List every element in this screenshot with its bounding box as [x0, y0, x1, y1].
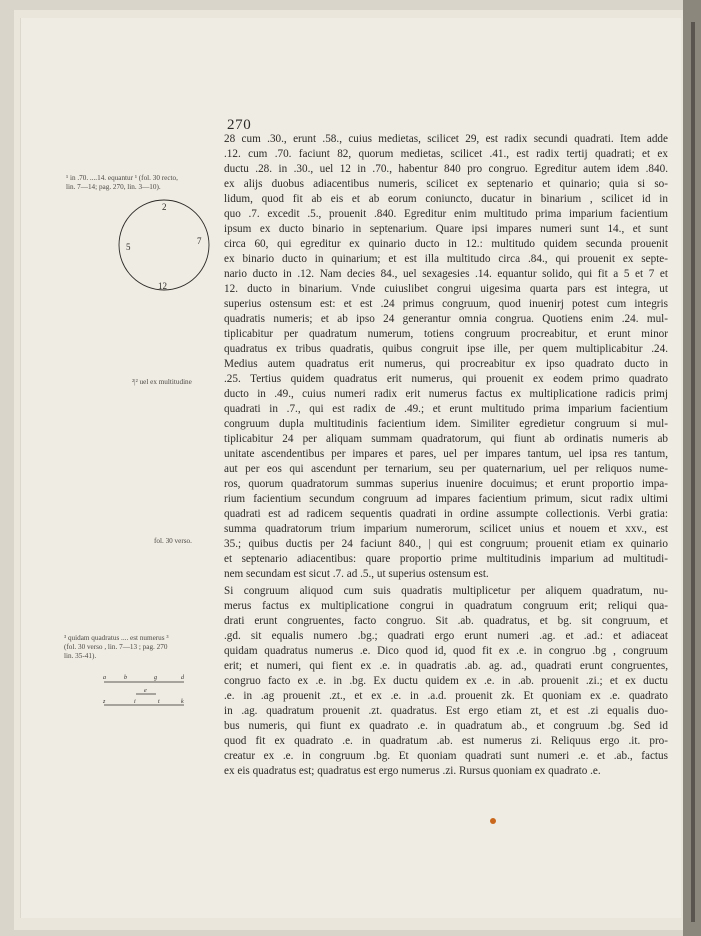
- text-line: 12. ducto in binarium. Vnde cuiuslibet congrui uigesima quarta pars est integra, ut: [224, 283, 668, 295]
- text-line: quadratus ex tribus quadratis, quibus congruit ipse ille, per quem multiplicabitur .24.: [224, 343, 668, 355]
- segment-label-i: i: [134, 699, 136, 705]
- text-line: 35.; quibus ductis per 24 faciunt 840., | qui est congruum; prouenit etiam ex quinario: [224, 538, 668, 550]
- margin-note-line: lin. 35-41).: [64, 652, 97, 660]
- text-line: .e. in .ag prouenit .zt., et ex .e. in .a.d. prouenit zk. Et quoniam ex .e. quadrato: [224, 690, 668, 702]
- page-number: 270: [227, 117, 252, 133]
- text-line: rium facientium secundum congruum ad impares facientium primum, sicut radix ultimi: [224, 493, 668, 505]
- text-line: .12. cum .70. faciunt 82, quorum medietas, scilicet .41., est radix tertij quadrati; et ex: [224, 148, 668, 160]
- text-line: .25. Tertius quidem quadratus erit numerus, qui prouenit ex eodem primo quadrato: [224, 373, 668, 385]
- text-line: Si congruum aliquod cum suis quadratis multiplicetur per aliquem quadratum, nu-: [224, 585, 668, 597]
- text-line: nario ducto in .12. Nam decies 84., uel sexagesies .14. equantur solido, qui fit a 5 et 7 et: [224, 268, 668, 280]
- text-line: ex binario ducto in quinarium; et est illa multitudo circa .84., qui prouenit ex septe-: [224, 253, 668, 265]
- text-line: ductu .28. in .30., uel 12 in .70., habentur 840 pro congruo. Egreditur autem idem .840.: [224, 163, 668, 175]
- text-line: superius ostensum est: et est .24 primus congruum, quod inuenirj potest cum integris: [224, 298, 668, 310]
- segment-label-e: e: [144, 688, 147, 694]
- text-line: quo .7. excedit .5., prouenit .840. Egreditur enim multitudo prima imparium facientium: [224, 208, 668, 220]
- text-line: aut per eos qui ascendunt per ternarium, seu per quaternarium, uel per reliquos nume-: [224, 463, 668, 475]
- margin-note-4: [64, 634, 169, 661]
- text-line: tiplicabitur 24 per aliquam summam quadratorum, qui fiunt ab ordinatis numeris ab: [224, 433, 668, 445]
- text-line: .gd. sit equalis numero .bg.; quadrati ergo erunt numeri .ag. et .ad.: et adiaceat: [224, 630, 668, 642]
- text-line: quadrati in .7., qui est radix de .49.; et erunt multitudo prima imparium facientium: [224, 403, 668, 415]
- margin-note-line: ²|² uel ex multitudine: [132, 378, 192, 386]
- text-line: ex alijs duobus adiacentibus numeris, scilicet ex septenario et quinario; quia si so-: [224, 178, 668, 190]
- margin-note-3: [154, 537, 192, 546]
- circle-label-left: 5: [126, 242, 131, 252]
- circle-label-top: 2: [162, 202, 167, 212]
- margin-note-line: ³ quidam quadratus .... est numerus ³: [64, 634, 169, 642]
- circle-label-right: 7: [197, 236, 202, 246]
- text-line: creatur ex .e. in congruum .bg. Et quoniam quadrati sunt numeri .e. et .ab., factus: [224, 750, 668, 762]
- segment-label-g: g: [154, 675, 157, 681]
- text-line: Medius autem quadratus erit numerus, qui procreabitur ex ipso quadrato ducto in: [224, 358, 668, 370]
- text-line: quadratis numeris; et ab ipso 24 generantur omnia congrua. Quotiens enim .24. mul-: [224, 313, 668, 325]
- text-line: unitate ascendentibus per impares et pares, uel per impares tantum, uel ipsa res tantum,: [224, 448, 668, 460]
- segment-label-b: b: [124, 675, 127, 681]
- line-segments-figure: [102, 674, 188, 710]
- text-line: ducto in .49., cuius numeri radix erit numerus factus ex multiplicatione radicis primj: [224, 388, 668, 400]
- segment-label-d: d: [181, 675, 184, 681]
- margin-note-line: fol. 30 verso.: [154, 537, 192, 545]
- segment-label-a: a: [103, 675, 106, 681]
- text-line: quadrati est ad radicem sequentis quadrati in ordine assumpte collectionis. Verbi gratia:: [224, 508, 668, 520]
- margin-note-1: [66, 174, 178, 192]
- text-line: nem secundam est sicut .7. ad .5., ut superius ostensum est.: [224, 568, 489, 580]
- text-line: merus factus ex multiplicatione congrui in quadratum congruum erit; reliqui qua-: [224, 600, 668, 612]
- segment-label-z: z: [103, 699, 106, 705]
- text-line: 28 cum .30., erunt .58., cuius medietas, scilicet 29, est radix secundi quadrati. Item adde: [224, 133, 668, 145]
- text-line: circa 60, qui egreditur ex quinario ducto in 12.: multitudo quidem secunda prouenit: [224, 238, 668, 250]
- text-line: congruum dupla multitudinis facientium idem. Similiter egredietur congruum si mul-: [224, 418, 668, 430]
- segment-label-t: t: [158, 699, 160, 705]
- text-line: ex eis quadratus est; quadratus est ergo numerus .zi. Rursus quoniam ex quadrato .e.: [224, 765, 601, 777]
- text-line: summa quadratorum trium imparium numerorum, scilicet unius et nouem et xxv., est: [224, 523, 668, 535]
- text-line: tiplicabitur per quadratum numerum, totiens congruum procreabitur, et erunt minor: [224, 328, 668, 340]
- text-line: drati erunt congruentes, facto congruo. Sit .ab. quadratus, et bg. sit congruum, et: [224, 615, 668, 627]
- ink-spot: [490, 818, 496, 824]
- text-line: in .ag. quadratum prouenit .zt. quadratus. Est ergo etiam zt, et est .zi equalis duo-: [224, 705, 668, 717]
- margin-note-line: (fol. 30 verso , lin. 7—13 ; pag. 270: [64, 643, 168, 651]
- margin-note-2: [132, 378, 192, 387]
- circle-figure: [116, 192, 212, 302]
- margin-note-line: ¹ in .70. ....14. equantur ¹ (fol. 30 recto,: [66, 174, 178, 182]
- text-line: et septenario adiacentibus: quare proportio prime multitudinis imparium ad multitudi-: [224, 553, 668, 565]
- circle-outline: [119, 200, 209, 290]
- text-line: congruo facto ex .e. in .bg. Ex ductu quidem ex .e. in .ab. prouenit .zi.; et ex ductu: [224, 675, 668, 687]
- text-line: quod fit ex quadrato .e. in quadratum .ab. est numerus zi. Reliquus ergo .it. pro-: [224, 735, 668, 747]
- text-line: ros, quorum quadratorum summas superius inuenire docuimus; et erunt proportio impa-: [224, 478, 668, 490]
- book-edge-strip: [691, 22, 695, 922]
- text-line: ipsum ex ducto binario in septenarium. Quare ipsi impares numeri sunt 14., et sunt: [224, 223, 668, 235]
- text-line: lidum, quod fit ab eis et ab eorum coniuncto, ducatur in binarium , scilicet id in: [224, 193, 668, 205]
- margin-note-line: lin. 7—14; pag. 270, lin. 3—10).: [66, 183, 161, 191]
- text-line: bus numeris, qui fiunt ex quadrato .e. in quadratum ab., et congruum .bg. Sed id: [224, 720, 668, 732]
- text-line: erit; et numeri, qui fient ex .e. in quadratis .ab. ag. ad., quadrati erunt congruentes,: [224, 660, 668, 672]
- text-line: quidam quadratus numerus .e. Dico quod id, quod fit ex .e. in congruo .bg , congruum: [224, 645, 668, 657]
- circle-label-bottom: 12: [158, 281, 167, 291]
- main-text-block: [224, 132, 668, 779]
- segment-label-k: k: [181, 699, 184, 705]
